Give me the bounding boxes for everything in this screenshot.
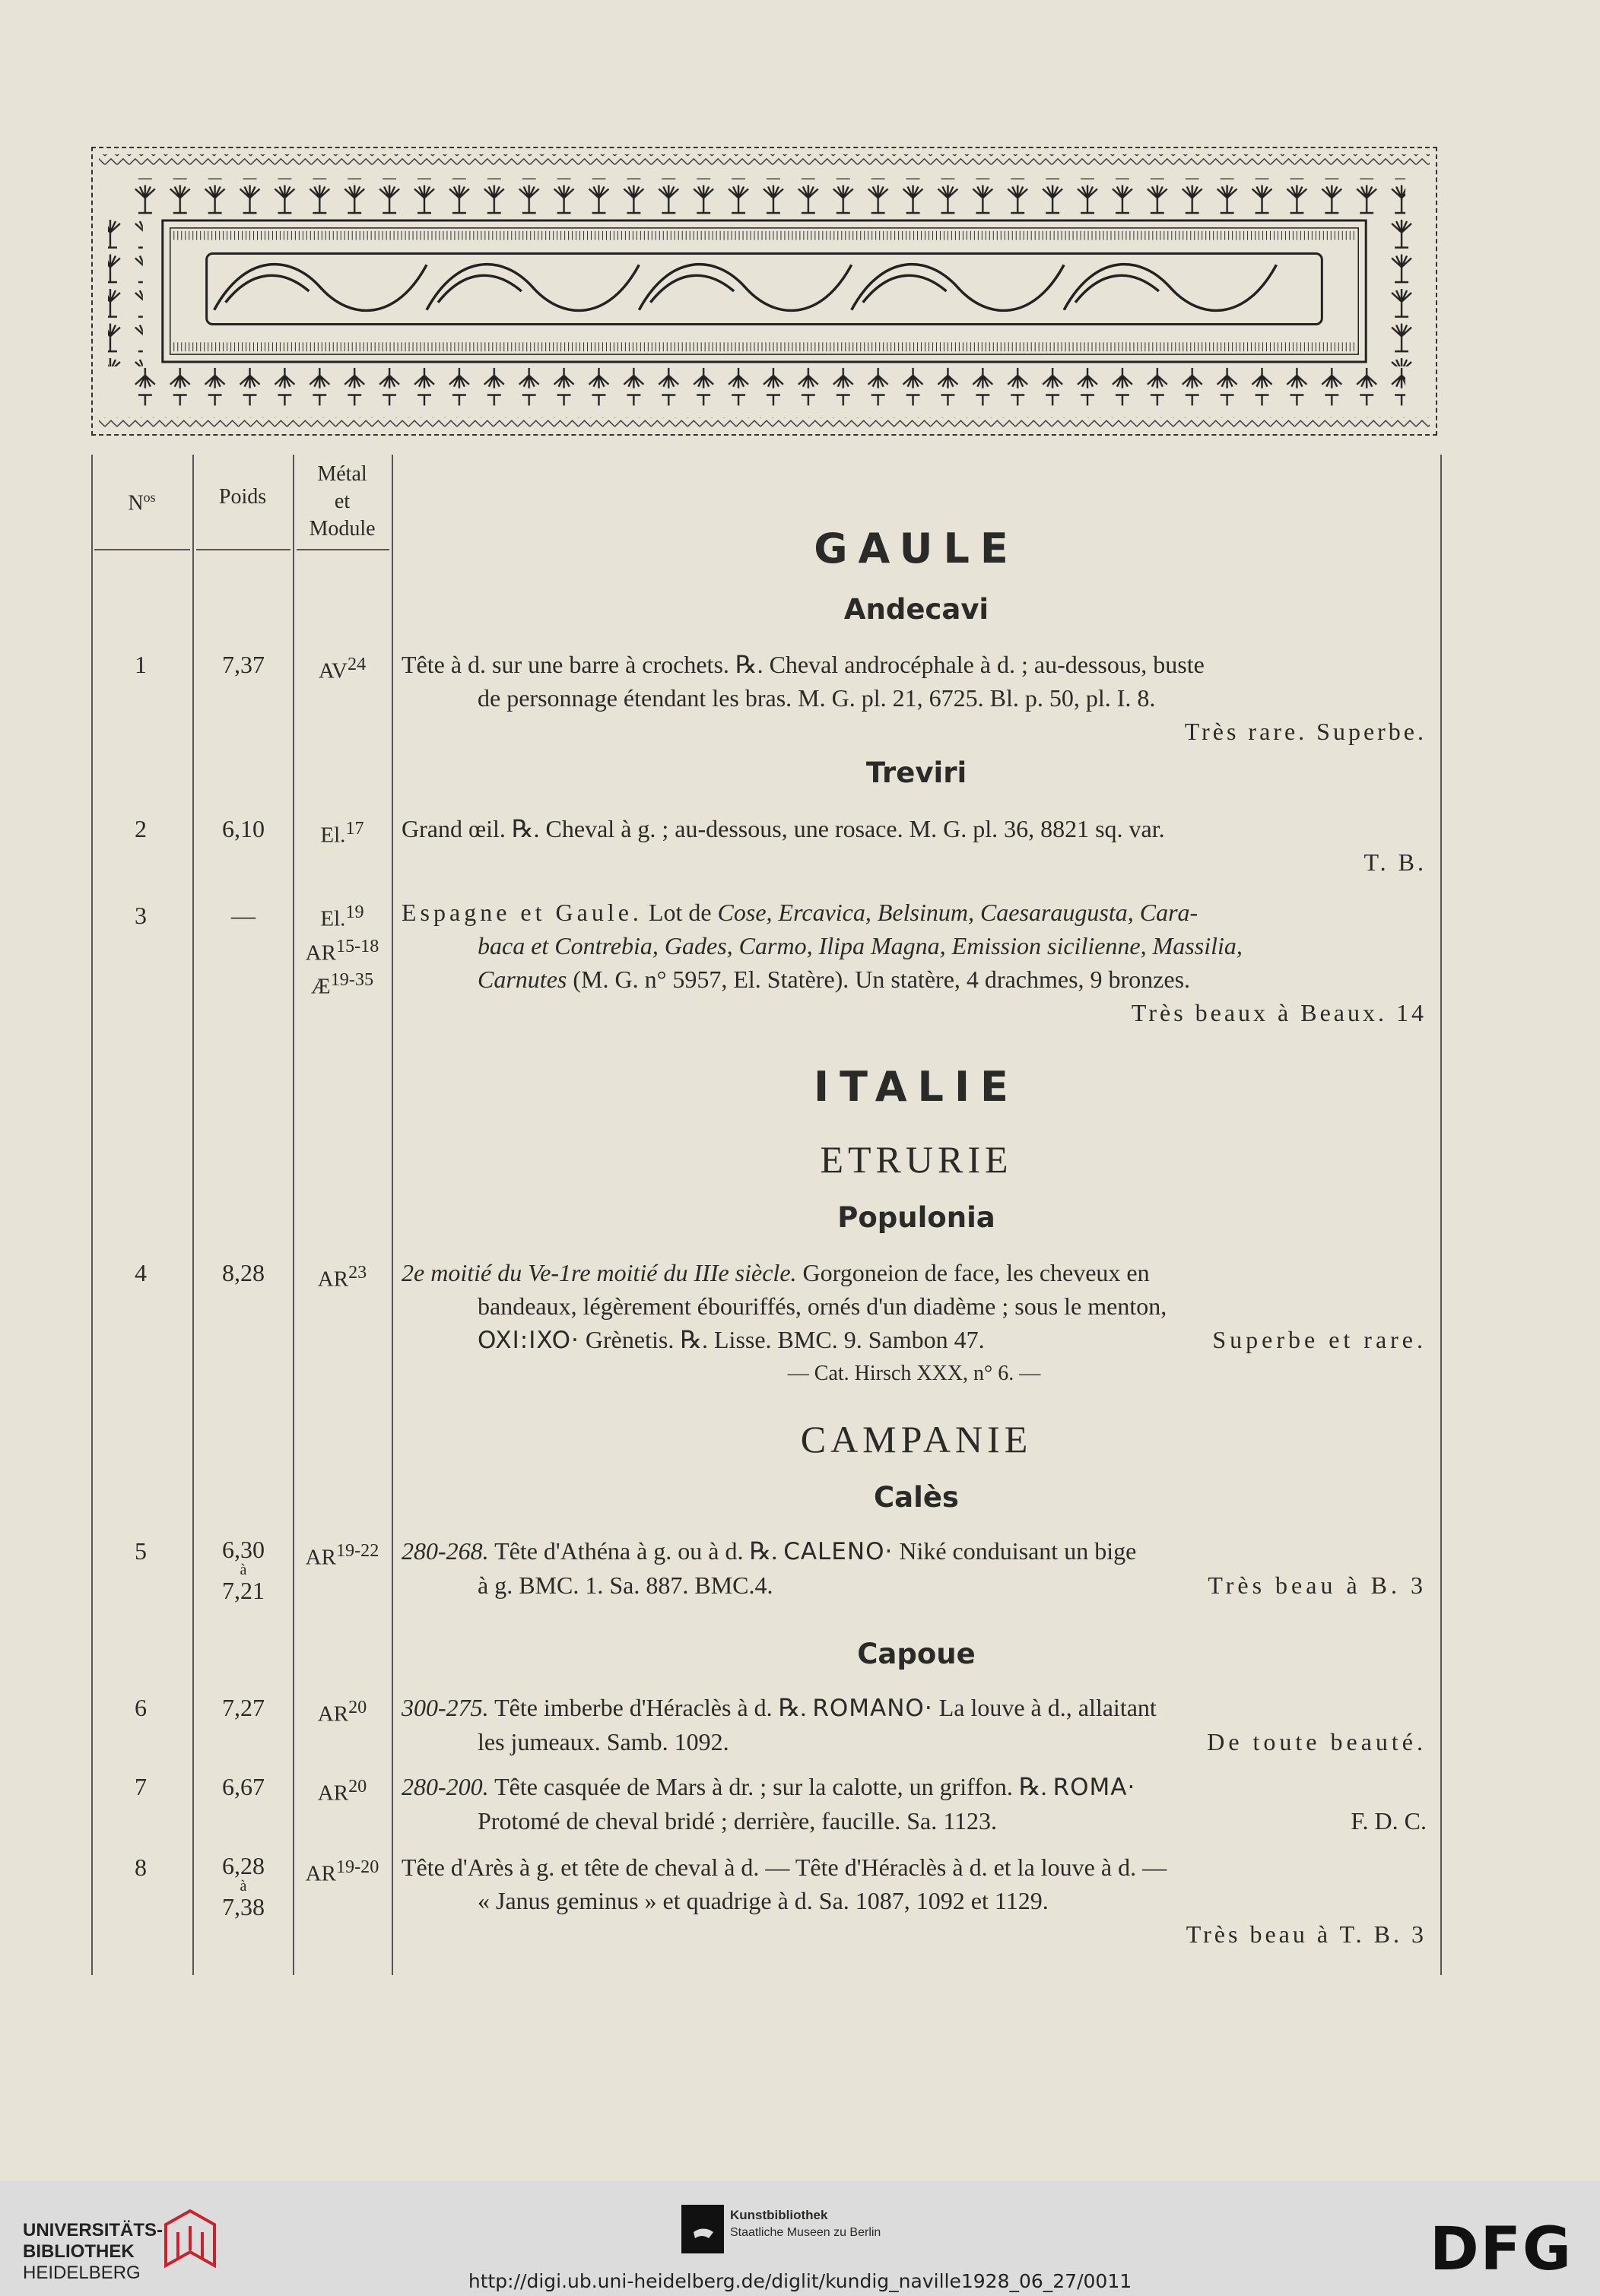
- metal-module: 19: [345, 902, 364, 922]
- metal-label-3: Module: [309, 517, 376, 541]
- desc-text: Grènetis. ℞. Lisse. BMC. 9. Sambon 47.: [579, 1326, 985, 1353]
- metal-symbol: AR: [305, 1861, 336, 1886]
- subsection-capoue: Capoue: [857, 1638, 976, 1670]
- entry-4-number: 4: [135, 1259, 147, 1286]
- metal-module: 19-20: [335, 1857, 379, 1877]
- subsection-populonia: Populonia: [837, 1201, 995, 1234]
- column-rule-right: [1440, 455, 1442, 1975]
- section-title-etrurie: ETRURIE: [820, 1138, 1013, 1181]
- header-rule-nos: [94, 549, 190, 550]
- desc-text: Tête imberbe d'Héraclès à d. ℞.: [488, 1694, 813, 1721]
- desc-line: [402, 1256, 1427, 1289]
- desc-legend: ROMA·: [1052, 1774, 1136, 1801]
- metal-symbol: AR: [305, 1545, 336, 1570]
- entry-6-number: 6: [135, 1694, 147, 1721]
- entry-6-description: [402, 1691, 1427, 1758]
- metal-row: [293, 899, 392, 933]
- entry-4-description: [402, 1256, 1427, 1391]
- region-lot-label: Espagne et Gaule.: [402, 899, 643, 926]
- metal-label-1: Métal: [317, 462, 367, 486]
- desc-line: [402, 1770, 1427, 1804]
- desc-line: [402, 962, 1427, 996]
- section-title-campanie: CAMPANIE: [800, 1418, 1033, 1460]
- entry-5-metal: [293, 1534, 392, 1575]
- poids-min: 6,30: [222, 1536, 265, 1563]
- section-title-gaule: GAULE: [814, 525, 1019, 572]
- subsection-cales: Calès: [874, 1481, 959, 1514]
- desc-line: [402, 1568, 1427, 1602]
- desc-rating: Superbe et rare.: [1212, 1326, 1427, 1353]
- desc-date: 2e moitié du Ve-1re moitié du IIIe siècle.: [402, 1259, 797, 1286]
- desc-legend: OXI:IXO·: [478, 1327, 579, 1354]
- desc-legend: ROMANO·: [812, 1695, 933, 1722]
- desc-text: La louve à d., allaitant: [932, 1694, 1157, 1721]
- dfg-logo[interactable]: DFG: [1429, 2215, 1573, 2284]
- entry-3-description: [402, 896, 1427, 1029]
- entry-3-number: 3: [135, 902, 147, 929]
- metal-symbol: AR: [317, 1781, 349, 1806]
- desc-line: baca et Contrebia, Gades, Carmo, Ilipa Magna, Emission sicilienne, Massilia,: [478, 932, 1243, 959]
- desc-text: Gorgoneion de face, les cheveux en: [796, 1259, 1150, 1286]
- desc-rating: T. B.: [1363, 848, 1427, 876]
- ub-logo-line-2: BIBLIOTHEK: [23, 2241, 135, 2262]
- metal-row: [293, 933, 392, 967]
- desc-line: « Janus geminus » et quadrige à d. Sa. 1087, 1092 et 1129.: [478, 1887, 1049, 1914]
- entry-8-description: [402, 1850, 1427, 1951]
- section-title-italie: ITALIE: [814, 1063, 1019, 1111]
- poids-max: 7,21: [222, 1577, 265, 1604]
- desc-text: Niké conduisant un bige: [893, 1537, 1137, 1565]
- header-rule-poids: [196, 549, 290, 550]
- desc-rating: Très beau à T. B. 3: [1186, 1920, 1427, 1948]
- entry-1-poids: 7,37: [222, 651, 265, 678]
- desc-line: de personnage étendant les bras. M. G. pl. 21, 6725. Bl. p. 50, pl. I. 8.: [478, 684, 1156, 712]
- desc-text: (M. G. n° 5957, El. Statère). Un statère, 4 drachmes, 9 bronzes.: [567, 966, 1191, 993]
- entry-4-poids: 8,28: [222, 1259, 265, 1286]
- entry-3-poids: —: [231, 902, 256, 929]
- poids-max: 7,38: [222, 1893, 265, 1920]
- kunstbibliothek-logo[interactable]: [681, 2202, 1016, 2263]
- metal-symbol: El.: [320, 906, 346, 931]
- desc-line: [402, 1534, 1427, 1568]
- ub-logo-line-3: HEIDELBERG: [23, 2263, 141, 2283]
- ub-logo-line-1: UNIVERSITÄTS-: [23, 2220, 163, 2241]
- metal-row: [293, 966, 392, 1001]
- column-rule-metal: [392, 455, 393, 1975]
- desc-text: Tête d'Athéna à g. ou à d. ℞.: [488, 1537, 784, 1565]
- entry-1-metal: [293, 648, 392, 688]
- poids-min: 6,28: [222, 1852, 265, 1879]
- desc-rating: Très beau à B. 3: [1208, 1571, 1427, 1599]
- metal-module: 17: [345, 818, 364, 839]
- desc-mints: Cose, Ercavica, Belsinum, Caesaraugusta, Cara-: [717, 899, 1198, 926]
- desc-text: les jumeaux. Samb. 1092.: [478, 1728, 729, 1755]
- entry-6-poids: 7,27: [222, 1694, 265, 1721]
- desc-rating: Très beaux à Beaux. 14: [1131, 999, 1427, 1026]
- entry-2-description: [402, 812, 1427, 879]
- entry-5-description: [402, 1534, 1427, 1602]
- metal-module: 23: [348, 1262, 367, 1283]
- entry-8-number: 8: [135, 1854, 147, 1881]
- entry-7-poids: 6,67: [222, 1773, 265, 1800]
- entry-2-poids: 6,10: [222, 815, 265, 842]
- metal-module: 19-35: [330, 969, 374, 991]
- entry-1-number: 1: [135, 651, 147, 678]
- desc-line: [402, 1725, 1427, 1758]
- desc-line: Tête d'Arès à g. et tête de cheval à d. — Tête d'Héraclès à d. et la louve à d. —: [402, 1854, 1167, 1881]
- metal-label-2: et: [334, 490, 351, 513]
- entry-1-description: [402, 648, 1427, 748]
- desc-line: Grand œil. ℞. Cheval à g. ; au-dessous, une rosace. M. G. pl. 36, 8821 sq. var.: [402, 815, 1165, 842]
- kunstbibliothek-name: Kunstbibliothek: [730, 2208, 828, 2222]
- ornament-pattern-image: [93, 148, 1436, 434]
- entry-7-metal: [293, 1770, 392, 1810]
- entry-5-number: 5: [135, 1537, 147, 1565]
- entry-7-description: [402, 1770, 1427, 1838]
- smb-name: Staatliche Museen zu Berlin: [730, 2226, 881, 2239]
- ornamental-header: [91, 147, 1437, 436]
- entry-8-poids: [194, 1850, 293, 1922]
- desc-provenance: — Cat. Hirsch XXX, n° 6. —: [787, 1362, 1041, 1385]
- metal-symbol: Æ: [310, 974, 331, 999]
- metal-symbol: El.: [320, 823, 346, 848]
- column-rule-nos: [192, 455, 194, 1975]
- desc-line: bandeaux, légèrement ébouriffés, ornés d'un diadème ; sous le menton,: [478, 1292, 1167, 1320]
- smb-logo-icon: [681, 2205, 724, 2253]
- subsection-treviri: Treviri: [865, 756, 967, 789]
- metal-symbol: AR: [317, 1267, 349, 1292]
- entry-4-metal: [293, 1256, 392, 1296]
- column-header-metal: [293, 461, 392, 543]
- desc-legend: CALENO·: [783, 1538, 894, 1565]
- metal-module: 15-18: [335, 935, 379, 956]
- desc-text: Protomé de cheval bridé ; derrière, faucille. Sa. 1123.: [478, 1807, 997, 1835]
- poids-a: à: [240, 1878, 247, 1895]
- viewer-footer: [0, 2180, 1600, 2296]
- column-header-nos: [91, 484, 192, 517]
- desc-line: [402, 896, 1427, 929]
- metal-module: 20: [348, 1776, 367, 1797]
- entry-2-number: 2: [135, 815, 147, 842]
- entry-5-poids: [194, 1534, 293, 1606]
- desc-date: 300-275.: [402, 1694, 489, 1721]
- entry-6-metal: [293, 1691, 392, 1731]
- metal-module: 19-22: [335, 1540, 379, 1561]
- poids-a: à: [240, 1562, 247, 1578]
- nos-label-sup: os: [143, 490, 156, 505]
- metal-module: 20: [348, 1697, 367, 1717]
- page-url-link[interactable]: http://digi.ub.uni-heidelberg.de/diglit/kundig_naville1928_06_27/0011: [468, 2270, 1132, 2292]
- desc-rating: F. D. C.: [1351, 1807, 1427, 1835]
- desc-mint: Carnutes: [478, 966, 567, 993]
- desc-text: Lot de: [642, 899, 718, 926]
- desc-line: [402, 1804, 1427, 1838]
- column-rule-left: [91, 455, 93, 1975]
- subsection-andecavi: Andecavi: [843, 593, 989, 626]
- entry-3-metal: [293, 899, 392, 1001]
- desc-date: 280-268.: [402, 1537, 489, 1565]
- desc-line: [402, 1323, 1427, 1357]
- desc-date: 280-200.: [402, 1773, 489, 1800]
- desc-line: [402, 1691, 1427, 1725]
- ub-book-icon: [160, 2202, 221, 2270]
- metal-symbol: AR: [317, 1701, 349, 1727]
- desc-rating: Très rare. Superbe.: [1184, 718, 1427, 745]
- metal-symbol: AV: [318, 658, 348, 683]
- entry-7-number: 7: [135, 1773, 147, 1800]
- metal-symbol: AR: [305, 940, 336, 966]
- desc-text: Tête casquée de Mars à dr. ; sur la calotte, un griffon. ℞.: [488, 1773, 1053, 1800]
- desc-line: Tête à d. sur une barre à crochets. ℞. Cheval androcéphale à d. ; au-dessous, buste: [402, 651, 1205, 678]
- column-header-poids: Poids: [218, 485, 267, 509]
- entry-8-metal: [293, 1850, 392, 1891]
- entry-2-metal: [293, 812, 392, 852]
- desc-text: à g. BMC. 1. Sa. 887. BMC.4.: [478, 1571, 773, 1599]
- header-rule-metal: [297, 549, 389, 550]
- desc-rating: De toute beauté.: [1207, 1728, 1427, 1755]
- metal-module: 24: [348, 654, 367, 674]
- nos-label: N: [128, 491, 144, 515]
